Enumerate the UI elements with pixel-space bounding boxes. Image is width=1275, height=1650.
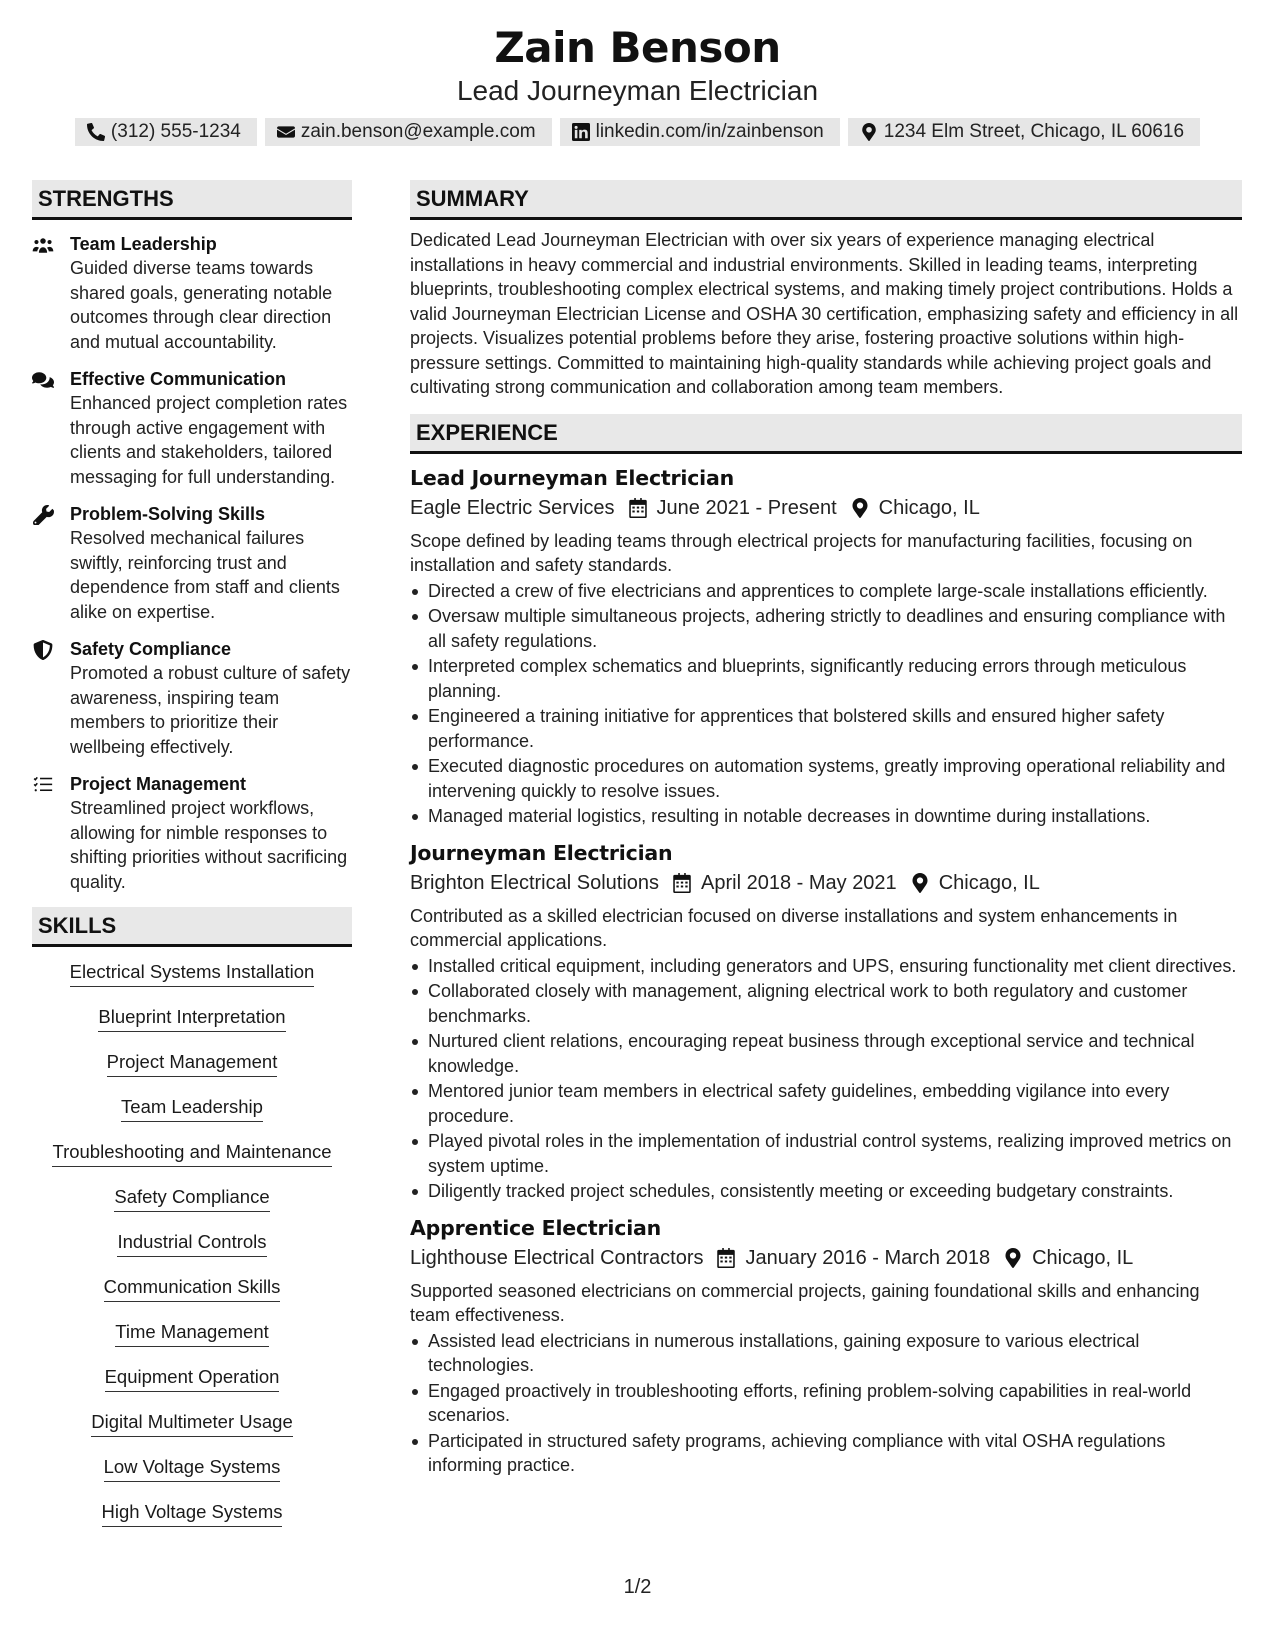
strength-item <box>32 772 352 894</box>
job-location: Chicago, IL <box>1032 1246 1134 1269</box>
skill-item: Team Leadership <box>121 1095 263 1122</box>
skill-item: Blueprint Interpretation <box>98 1005 285 1032</box>
job-location: Chicago, IL <box>878 496 980 519</box>
job-company: Brighton Electrical Solutions <box>410 871 660 894</box>
bullet-item: Managed material logistics, resulting in notable decreases in downtime during installations. <box>410 804 1242 829</box>
strength-desc: Resolved mechanical failures swiftly, reinforcing trust and dependence from staff and clients alike on expertise. <box>70 528 340 622</box>
job-dates: January 2016 - March 2018 <box>745 1246 991 1269</box>
summary-heading: SUMMARY <box>410 180 1242 220</box>
strength-title: Problem-Solving Skills <box>70 504 266 524</box>
skill-item: High Voltage Systems <box>102 1500 283 1527</box>
contact-email-text: zain.benson@example.com <box>300 121 536 142</box>
skill-item: Project Management <box>107 1050 278 1077</box>
bullet-item: Mentored junior team members in electrical safety guidelines, embedding vigilance into every procedure. <box>410 1079 1242 1128</box>
calendar-icon <box>673 873 691 893</box>
job-entry <box>410 464 1242 829</box>
contact-address-text: 1234 Elm Street, Chicago, IL 60616 <box>883 121 1185 142</box>
skill-item: Communication Skills <box>104 1275 281 1302</box>
map-pin-icon <box>1004 1248 1022 1268</box>
job-description: Supported seasoned electricians on commercial projects, gaining foundational skills and enhancing team effectiveness. <box>410 1280 1200 1325</box>
job-company: Eagle Electric Services <box>410 496 615 519</box>
experience-heading: EXPERIENCE <box>410 414 1242 454</box>
bullet-item: Played pivotal roles in the implementation of industrial control systems, realizing improved metrics on system uptime. <box>410 1129 1242 1178</box>
bullet-item: Executed diagnostic procedures on automation systems, greatly improving operational reliability and intervening quickly to resolve issues. <box>410 754 1242 803</box>
job-location: Chicago, IL <box>938 871 1040 894</box>
bullet-item: Directed a crew of five electricians and apprentices to complete large-scale installations efficiently. <box>410 579 1242 604</box>
strength-title: Project Management <box>70 774 247 794</box>
skill-item: Equipment Operation <box>105 1365 280 1392</box>
job-bullets <box>410 579 1242 829</box>
bullet-item: Collaborated closely with management, aligning electrical work to both regulatory and customer benchmarks. <box>410 979 1242 1028</box>
job-description: Contributed as a skilled electrician focused on diverse installations and system enhancements in commercial applications. <box>410 905 1178 950</box>
right-column <box>410 180 1242 1479</box>
job-title: Lead Journeyman Electrician <box>410 465 735 490</box>
strength-title: Effective Communication <box>70 369 287 389</box>
candidate-title: Lead Journeyman Electrician <box>456 75 819 106</box>
map-pin-icon <box>860 123 878 141</box>
job-entry <box>410 1214 1242 1478</box>
strength-item <box>32 367 352 489</box>
task-list-icon <box>32 775 54 795</box>
bullet-item: Installed critical equipment, including generators and UPS, ensuring functionality met client directives. <box>410 954 1242 979</box>
phone-icon <box>87 123 105 141</box>
calendar-icon <box>629 498 647 518</box>
job-meta <box>410 868 1242 898</box>
shield-icon <box>32 640 54 660</box>
skill-item: Troubleshooting and Maintenance <box>52 1140 331 1167</box>
calendar-icon <box>717 1248 735 1268</box>
strength-desc: Enhanced project completion rates through active engagement with clients and stakeholders, tailored messaging for full understanding. <box>70 393 348 487</box>
contact-bar <box>0 118 1275 146</box>
job-bullets <box>410 1329 1242 1478</box>
contact-linkedin-text: linkedin.com/in/zainbenson <box>595 121 824 142</box>
summary-text: Dedicated Lead Journeyman Electrician with over six years of experience managing electrical installations in heavy commercial and industrial environments. Skilled in leading teams, interpreting blueprints, troubleshooting complex electrical systems, and making timely project contributions. Holds a valid Journeyman Electrician License and OSHA 30 certification, emphasizing safety and efficiency in all projects. Visualizes potential problems before they arise, fostering proactive solutions within high-pressure settings. Committed to maintaining high-quality standards while achieving project goals and cultivating strong communication and collaboration among team members. <box>410 230 1239 397</box>
contact-email[interactable] <box>265 118 552 146</box>
users-icon <box>32 235 54 255</box>
skill-item: Industrial Controls <box>117 1230 266 1257</box>
map-pin-icon <box>911 873 929 893</box>
job-title: Apprentice Electrician <box>410 1215 662 1240</box>
map-pin-icon <box>851 498 869 518</box>
job-meta <box>410 1243 1242 1273</box>
job-entry <box>410 839 1242 1204</box>
strengths-heading: STRENGTHS <box>32 180 352 220</box>
strength-desc: Streamlined project workflows, allowing for nimble responses to shifting priorities without sacrificing quality. <box>70 798 348 892</box>
resume-header <box>0 22 1275 146</box>
strength-item <box>32 232 352 354</box>
bullet-item: Diligently tracked project schedules, consistently meeting or exceeding budgetary constraints. <box>410 1179 1242 1204</box>
strength-item <box>32 502 352 624</box>
job-description: Scope defined by leading teams through electrical projects for manufacturing facilities, focusing on installation and safety standards. <box>410 530 1193 575</box>
skills-list <box>32 953 352 1538</box>
bullet-item: Interpreted complex schematics and blueprints, significantly reducing errors through meticulous planning. <box>410 654 1242 703</box>
bullet-item: Engaged proactively in troubleshooting efforts, refining problem-solving capabilities in real-world scenarios. <box>410 1379 1242 1428</box>
skills-heading: SKILLS <box>32 907 352 947</box>
bullet-item: Oversaw multiple simultaneous projects, adhering strictly to deadlines and ensuring compliance with all safety regulations. <box>410 604 1242 653</box>
skill-item: Low Voltage Systems <box>104 1455 281 1482</box>
contact-address <box>848 118 1200 146</box>
page-number: 1/2 <box>623 1576 652 1598</box>
envelope-icon <box>277 123 295 141</box>
comments-icon <box>32 370 54 390</box>
skill-item: Time Management <box>115 1320 269 1347</box>
bullet-item: Engineered a training initiative for apprentices that bolstered skills and ensured higher safety performance. <box>410 704 1242 753</box>
strength-desc: Promoted a robust culture of safety awareness, inspiring team members to prioritize their wellbeing effectively. <box>70 663 351 757</box>
strength-title: Team Leadership <box>70 234 217 254</box>
bullet-item: Nurtured client relations, encouraging repeat business through exceptional service and technical knowledge. <box>410 1029 1242 1078</box>
bullet-item: Assisted lead electricians in numerous installations, gaining exposure to various electrical technologies. <box>410 1329 1242 1378</box>
bullet-item: Participated in structured safety programs, achieving compliance with vital OSHA regulations informing practice. <box>410 1429 1242 1478</box>
job-dates: April 2018 - May 2021 <box>701 871 897 894</box>
job-bullets <box>410 954 1242 1204</box>
strength-desc: Guided diverse teams towards shared goals, generating notable outcomes through clear direction and mutual accountability. <box>70 258 333 352</box>
linkedin-icon <box>572 123 590 141</box>
job-company: Lighthouse Electrical Contractors <box>410 1246 704 1269</box>
skill-item: Electrical Systems Installation <box>70 960 315 987</box>
left-column <box>32 180 352 1538</box>
candidate-name: Zain Benson <box>494 23 781 72</box>
contact-phone[interactable] <box>75 118 257 146</box>
wrench-icon <box>32 505 54 525</box>
strength-title: Safety Compliance <box>70 639 232 659</box>
job-meta <box>410 493 1242 523</box>
contact-phone-text: (312) 555-1234 <box>110 121 241 142</box>
job-dates: June 2021 - Present <box>656 496 837 519</box>
job-title: Journeyman Electrician <box>410 840 673 865</box>
strengths-list <box>32 232 352 894</box>
skill-item: Safety Compliance <box>114 1185 269 1212</box>
strength-item <box>32 637 352 759</box>
skill-item: Digital Multimeter Usage <box>91 1410 293 1437</box>
contact-linkedin[interactable] <box>560 118 840 146</box>
